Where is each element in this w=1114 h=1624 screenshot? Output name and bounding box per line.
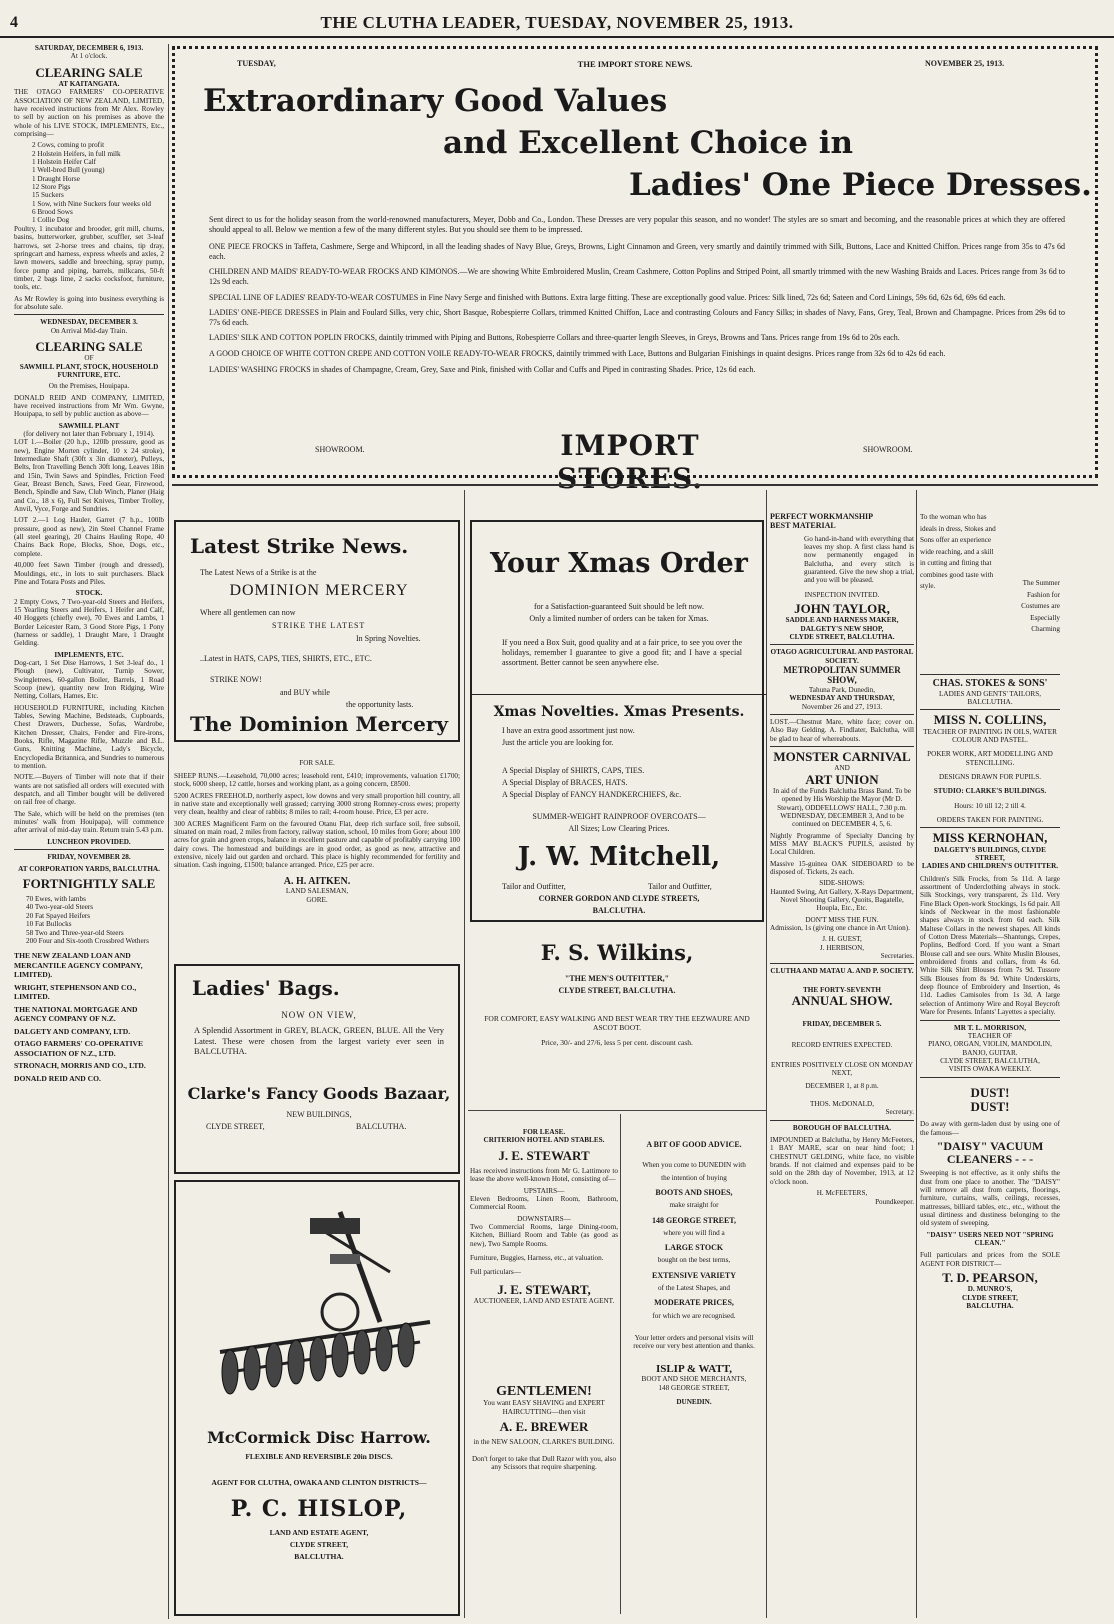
collins-line: POKER WORK, ART MODELLING AND STENCILLING. [927, 750, 1053, 767]
carnival-sideboard: Massive 15-guinea OAK SIDEBOARD to be disposed of. Tickets, 2s each. [770, 859, 914, 876]
import-headline-2: and Excellent Choice in [443, 125, 854, 161]
gents-line: in the NEW SALOON, CLARKE'S BUILDING. [473, 1438, 615, 1447]
sale1-place: AT KAITANGATA. [58, 79, 120, 88]
list-item: 1 Sow, with Nine Suckers four weeks old [32, 199, 151, 208]
disc-harrow-illustration [190, 1202, 446, 1412]
lease-full: Full particulars— [470, 1268, 521, 1277]
collins-line: ORDERS TAKEN FOR PAINTING. [936, 815, 1044, 824]
land-listing: 5200 ACRES FREEHOLD, northerly aspect, low downs and very small proportion hill country, all in native state and exceptionally well grassed; carrying 3000 strong Romney-cross ewes; property very clean, healthy and clear of rabbits; 8 miles to rail; 4-room house. Price, £3 per acre. [174, 791, 460, 817]
bags-addr: CLYDE STREET, [206, 1122, 265, 1131]
sale2-plant: SAWMILL PLANT [58, 421, 120, 430]
showroom-left: SHOWROOM. [315, 445, 365, 454]
disc-harrow-ad [174, 1180, 460, 1616]
harrow-sub: FLEXIBLE AND REVERSIBLE 20in DISCS. [245, 1452, 393, 1461]
list-item: 58 Two and Three-year-old Steers [26, 928, 124, 937]
morrison-line: VISITS OWAKA WEEKLY. [948, 1065, 1032, 1074]
firm: DONALD REID AND CO. [14, 1073, 101, 1083]
xmas-line: Only a limited number of orders can be taken for Xmas. [529, 614, 709, 623]
lease-body: Has received instructions from Mr G. Lattimore to lease the above well-known Hotel, consisting of— [470, 1166, 618, 1184]
sale2-time: On Arrival Mid-day Train. [50, 326, 128, 335]
pw-body: Go hand-in-hand with everything that leaves my shop. A first class hand is now permanently engaged in Balclutha, and every stitch is guaranteed. Give the new shop a trial, and you will be pleased. [804, 534, 914, 585]
collins-name: MISS N. COLLINS, [933, 712, 1047, 728]
pearson-addr: CLYDE STREET, [962, 1293, 1018, 1302]
sale2-implements: Dog-cart, 1 Set Dise Harrows, 1 Set 3-leaf do., 1 Plough (new), Cultivator, Turnip Sower, Swingletrees, 60-gallon Boiler, Barrels, 1 Road Scoop (new), quantity new Iron Ridging, Wire Netting, Collars, Hames, Etc. [14, 658, 164, 701]
good-advice-ad [624, 1114, 764, 1614]
import-item: SPECIAL LINE OF LADIES' READY-TO-WEAR COSTUMES in Fine Navy Serge and finished with Buttons. Extra large fitting. These are exceptionally good value. Prices: Silk lined, 72s 6d; Sateen and Cord Linings, 59s 6d, 62s 6d, 69s 6d each. [209, 292, 1006, 302]
advice-line: 148 GEORGE STREET, [651, 1215, 737, 1225]
advice-addr: 148 GEORGE STREET, [658, 1383, 730, 1392]
list-item: 2 Holstein Heifers, in full milk [32, 149, 121, 158]
bags-body: A Splendid Assortment in GREY, BLACK, GREEN, BLUE. All the Very Latest. These were chosen from the largest variety ever seen in BALCLUTHA. [194, 1026, 444, 1056]
import-item: LADIES' SILK AND COTTON POPLIN FROCKS, daintily trimmed with Piping and Buttons, Robespierre Collars and three-quarter length Sleeves, in Greys, Browns and Tans. Prices range from 19s 6d to 20s each. [209, 333, 900, 343]
morrison-line: TEACHER OF [967, 1031, 1013, 1040]
advice-line: BOOTS AND SHOES, [655, 1187, 733, 1197]
sale1-items [14, 141, 164, 224]
list-item: 12 Store Pigs [32, 183, 71, 192]
carnival-sideshows: SIDE-SHOWS: [819, 879, 865, 888]
strike-line: STRIKE THE LATEST [272, 621, 366, 630]
land-role: LAND SALESMAN, [285, 887, 349, 896]
gents-line: You want EASY SHAVING and EXPERT HAIRCUTTING—then visit [483, 1399, 605, 1416]
dust-heading: DUST! [970, 1098, 1010, 1114]
strike-line: Where all gentlemen can now [200, 608, 296, 617]
wilkins-name: F. S. Wilkins, [540, 940, 694, 965]
land-listing: 300 ACRES Magnificent Farm on the favoured Otanu Flat, deep rich surface soil, free subsoil, situated on main road, 2 miles from factory, railway station, school, 10 miles from Gore; about 100 acres for grain and green crops, balance in excellent pasture and capable of profitably carrying 100 dairy cows. The homestead and buildings are in good order, as good as new, attractive and extensive, nicely laid out garden and orchard. This place is highly recommended for fertility and situation. Cash ingoing, £1500; balance arranged. Price, £25 per acre. [174, 819, 460, 870]
import-stores-name: IMPORT STORES. [556, 429, 704, 495]
mitchell-role: Tailor and Outfitter, [502, 882, 566, 891]
strike-line: STRIKE NOW! [210, 675, 262, 684]
import-headline-3: Ladies' One Piece Dresses. [629, 167, 1092, 203]
mitchell-role: Tailor and Outfitter, [648, 882, 712, 891]
list-item: 1 Collie Dog [32, 216, 70, 225]
list-item: 200 Four and Six-tooth Crossbred Wethers [26, 936, 149, 945]
firm: DALGETY AND COMPANY, LTD. [14, 1026, 131, 1036]
mitchell-addr: CORNER GORDON AND CLYDE STREETS, [538, 894, 700, 903]
strike-heading: Latest Strike News. [190, 534, 409, 558]
list-item: 2 Cows, coming to profit [32, 141, 105, 150]
wilkins-ad [470, 930, 764, 1100]
harrow-agent: AGENT FOR CLUTHA, OWAKA AND CLINTON DISTRICTS— [211, 1478, 427, 1487]
lost-notice: LOST.—Chestnut Mare, white face; cover on. Also Bay Gelding. A. Findlater, Balclutha, will be glad to hear of whereabouts. [770, 717, 914, 743]
collins-line: DESIGNS DRAWN FOR PUPILS. [938, 772, 1042, 781]
borough-body: IMPOUNDED at Balclutha, by Henry McFeeters, 1 BAY MARE, scar on near hind foot; 1 CHESTNUT GELDING, white face, no visible brands. If not claimed and expenses paid to be sold on the 28th day of November, 1913, at 12 o'clock noon. [770, 1136, 914, 1186]
morrison-line: MR T. L. MORRISON, [953, 1023, 1026, 1032]
carnival-admission: Admission, 1s (giving one chance in Art Union). [770, 923, 910, 932]
sale2-title: CLEARING SALE [35, 338, 143, 354]
clutha-show: FRIDAY, DECEMBER 5. [802, 1020, 882, 1029]
xmas-line: All Sizes; Low Clearing Prices. [568, 824, 670, 833]
morrison-line: CLYDE STREET, BALCLUTHA, [940, 1056, 1040, 1065]
morrison-line: PIANO, ORGAN, VIOLIN, MANDOLIN, BANJO, GUITAR. [928, 1040, 1052, 1057]
sale1-poultry: Poultry, 1 incubator and brooder, grit mill, churns, basins, butterworker, grubber, scuffler, set 3-leaf harrows, set 2-horse trees and chains, tip dray, springcart and harness, express wheels and axles, 2 lawn mowers, saddle and breeching, spray pump, force pump and piping, barrels, milkcans, 50-ft timber, 2 bags lime, 2 sacks cocksfoot, furniture, tools, etc. [14, 224, 164, 292]
advice-line: When you come to DUNEDIN with [642, 1161, 746, 1170]
collins-line: STUDIO: CLARKE'S BUILDINGS. [933, 787, 1047, 796]
bags-heading: Ladies' Bags. [192, 976, 340, 1000]
advice-line: MODERATE PRICES, [654, 1298, 734, 1308]
harrow-agent-name: P. C. HISLOP, [230, 1496, 408, 1522]
harrow-addr: CLYDE STREET, [289, 1540, 349, 1549]
xmas-display: A Special Display of FANCY HANDKERCHIEFS, &c. [502, 790, 682, 799]
xmas-novelties: Xmas Novelties. Xmas Presents. [493, 704, 745, 720]
import-heading: THE IMPORT STORE NEWS. [577, 59, 693, 69]
clutha-show: THE FORTY-SEVENTH [803, 985, 881, 994]
list-item: 1 Well-bred Bull (young) [32, 166, 105, 175]
sale3-items [14, 895, 164, 945]
advice-line: LARGE STOCK [664, 1243, 724, 1253]
list-item: 40 Two-year-old Steers [26, 903, 94, 912]
strike-line: The Latest News of a Strike is at the [200, 568, 317, 577]
ladies-bags-ad [174, 964, 460, 1174]
gents-heading: GENTLEMEN! [496, 1384, 592, 1399]
mitchell-town: BALCLUTHA. [592, 906, 646, 915]
xmas-heading: Your Xmas Order [490, 548, 748, 579]
sale3-place: AT CORPORATION YARDS, BALCLUTHA. [18, 864, 160, 873]
sale2-luncheon: LUNCHEON PROVIDED. [47, 837, 131, 846]
advice-heading: A BIT OF GOOD ADVICE. [646, 1140, 742, 1149]
kernohan-line: DALGETY'S BUILDINGS, CLYDE STREET, [934, 845, 1046, 862]
import-item: A GOOD CHOICE OF WHITE COTTON CREPE AND COTTON VOILE READY-TO-WEAR FROCKS, daintily trimmed with Lace, Buttons and Bulgarian Finishings in quaint designs. Prices range from 32s 6d to 42s 6d each. [209, 348, 946, 358]
show-line: OTAGO AGRICULTURAL AND PASTORAL SOCIETY. [770, 648, 914, 665]
bags-shop-name: Clarke's Fancy Goods Bazaar, [187, 1084, 451, 1103]
clutha-show: THOS. McDONALD, [809, 1100, 875, 1109]
xmas-order-ad [470, 520, 764, 922]
pearson-addr: D. MUNRO'S, [967, 1285, 1013, 1294]
advice-role: BOOT AND SHOE MERCHANTS, [641, 1375, 747, 1384]
show-line: November 26 and 27, 1913. [801, 702, 883, 711]
taylor-line: DALGETY'S NEW SHOP, [800, 624, 884, 633]
carnival-miss: DON'T MISS THE FUN. [805, 915, 879, 924]
strike-line: the opportunity lasts. [346, 700, 414, 709]
advice-line: where you will find a [663, 1228, 725, 1237]
daisy-users: "DAISY" USERS NEED NOT "SPRING CLEAN." [926, 1230, 1054, 1247]
strike-footer: The Dominion Mercery [190, 712, 448, 736]
lease-agent-2: J. E. STEWART, [497, 1281, 591, 1297]
sale2-of: OF [84, 354, 94, 363]
advice-line: of the Latest Shapes, and [657, 1284, 731, 1293]
xmas-display: A Special Display of BRACES, HATS. [502, 778, 628, 787]
advice-town: DUNEDIN. [676, 1398, 712, 1407]
lease-up: UPSTAIRS— [523, 1186, 565, 1195]
import-item: ONE PIECE FROCKS in Taffeta, Cashmere, Serge and Whipcord, in all the leading shades of Navy Blue, Greys, Browns, Light Cinnamon and Green, very smartly and daintily trimmed with Silk, Buttons, Lace and Knitted Chiffon. Prices range from 35s to 47s 6d each. [209, 242, 1065, 261]
taylor-line: CLYDE STREET, BALCLUTHA. [789, 632, 895, 641]
taylor-name: JOHN TAYLOR, [794, 600, 890, 616]
gents-line: Don't forget to take that Dull Razor with you, also any Scissors that require sharpening. [471, 1454, 617, 1472]
advice-line: EXTENSIVE VARIETY [652, 1270, 736, 1280]
clutha-show: Secretary. [885, 1108, 914, 1117]
land-town: GORE. [306, 895, 328, 904]
xmas-body: If you need a Box Suit, good quality and at a fair price, to see you over the holidays, remember I guarantee to give a good fit; and I have a special assortment. Better cannot be seen anywhere else. [502, 638, 742, 667]
land-agent: A. H. AITKEN. [283, 875, 351, 887]
strike-line: and BUY while [280, 688, 330, 697]
import-intro: Sent direct to us for the holiday season from the world-renowned manufacturers, Meyer, Dobb and Co., London. These Dresses are very popular this season, and no wonder! The styles are so smart and becoming, and the reasonable prices at which they are offered should appeal to all. Below we mention a few of the many different styles. But you should see them to be impressed. [209, 215, 1065, 234]
sale2-sub: SAWMILL PLANT, STOCK, HOUSEHOLD FURNITURE, ETC. [19, 362, 159, 379]
firm: WRIGHT, STEPHENSON AND CO., LIMITED. [14, 982, 137, 1002]
clutha-show: CLUTHA AND MATAU A. AND P. SOCIETY. [770, 967, 914, 976]
list-item: 20 Fat Spayed Heifers [26, 911, 91, 920]
stokes-side: The Summer Fashion for Costumes are Especially Charming [1021, 579, 1060, 634]
sale2-note1: NOTE.—Buyers of Timber will note that if their wants are not satisfied all orders will executed with despatch, and all Timber bought will be delivered on rail free of charge. [14, 773, 164, 807]
collins-line: Hours: 10 till 12; 2 till 4. [954, 801, 1026, 810]
lease-furniture: Furniture, Buggies, Harness, etc., at valuation. [470, 1254, 604, 1263]
clutha-show-title: ANNUAL SHOW. [791, 993, 893, 1009]
taylor-line: SADDLE AND HARNESS MAKER, [785, 616, 899, 625]
bags-line: NOW ON VIEW, [281, 1010, 357, 1020]
strike-mercery-name: DOMINION MERCERY [229, 582, 409, 599]
lease-ad [470, 1114, 618, 1384]
sale3-title: FORTNIGHTLY SALE [22, 875, 156, 891]
xmas-line: for a Satisfaction-guaranteed Suit should be left now. [533, 602, 705, 611]
import-headline-1: Extraordinary Good Values [203, 83, 668, 119]
advice-line: make straight for [669, 1201, 719, 1210]
sale2-place: On the Premises, Houipapa. [48, 382, 130, 391]
pearson-name: T. D. PEARSON, [942, 1270, 1038, 1285]
stokes-name: CHAS. STOKES & SONS' [920, 674, 1060, 690]
firm: OTAGO FARMERS' CO-OPERATIVE ASSOCIATION OF N.Z., LTD. [14, 1039, 144, 1058]
strike-line: ..Latest in HATS, CAPS, TIES, SHIRTS, ETC., ETC. [200, 654, 372, 663]
land-forsale: FOR SALE. [299, 759, 335, 767]
carnival-and: AND [834, 764, 850, 773]
stokes-body: To the woman who has ideals in dress, Stokes and Sons offer an experience wide reaching, and a skill in cutting and fitting that combines good taste with style. [920, 513, 996, 591]
xmas-line: SUMMER-WEIGHT RAINPROOF OVERCOATS— [532, 812, 706, 821]
xmas-line: I have an extra good assortment just now. [502, 726, 635, 735]
kernohan-body: Children's Silk Frocks, from 5s 11d. A large assortment of Underclothing always in stock. Silk Stockings, very transparent, 2s 11d. Very Fine Black Open-work Stockings, 1s 6d pair. All kinds of Neckwear in the most fashionable shapes always in stock from 6d each. Silk Maltese Collars in the newest shapes. All kinds of Cotton Dress Materials—Shantungs, Crepes, Poplins, Bedford Cord. If you want a Smart Blouse call and see ours. White Muslin Blouses, embroidered fronts and collars, from 4s 6d. White Silk Shirt Blouses from 7s 9d. Tussore Silk Blouses from 8s 9d. White Underskirts, deep flounce of Embroidery and Insertion, 4s 11d. Ladies Camisoles from 1s 3d. A large selection of Antimony Wire and Royal Beycroft Ware for Presents. Infants' Layettes a specialty. [920, 874, 1060, 1017]
harrow-town: BALCLUTHA. [294, 1552, 344, 1561]
strike-news-ad [174, 520, 460, 742]
lease-agent: J. E. STEWART [498, 1147, 590, 1163]
harrow-role: LAND AND ESTATE AGENT, [269, 1528, 369, 1537]
sale2-stock-heading: STOCK. [75, 589, 103, 598]
clutha-show: ENTRIES POSITIVELY CLOSE ON MONDAY NEXT, [770, 1061, 914, 1078]
advice-shop: ISLIP & WATT, [655, 1362, 733, 1375]
harrow-name: McCormick Disc Harrow. [207, 1428, 431, 1447]
sale2-lot2: LOT 2.—1 Log Hauler, Garret (7 h.p., 100lb pressure, good as new), 2in Steel Channel Frame (all steel gearing), 20 Chains Hauling Rope, 40 Chains Back Rope, Blocks, Shoe, Dogs, etc., complete. [14, 516, 164, 558]
carnival-sec: Secretaries. [880, 952, 914, 961]
clutha-show: RECORD ENTRIES EXPECTED. [791, 1040, 893, 1049]
list-item: 1 Holstein Heifer Calf [32, 158, 97, 167]
wilkins-line: "THE MEN'S OUTFITTER," [564, 974, 670, 983]
masthead-title: THE CLUTHA LEADER, TUESDAY, NOVEMBER 25, 1913. [320, 13, 794, 32]
sale2-plant-note: (for delivery not later than February 1, 1914). [23, 430, 155, 438]
mitchell-name: J. W. Mitchell, [517, 842, 721, 872]
carnival-body: In aid of the Funds Balclutha Brass Band. To be opened by His Worship the Mayor (Mr D. Stewart), ODDFELLOWS' HALL, 7.30 p.m. WEDNESDAY, DECEMBER 3, And to be continued on DECEMBER 4, 5, 6. [773, 786, 911, 829]
show-line: Tahuna Park, Dunedin, [808, 685, 876, 694]
notices-column [770, 512, 914, 1616]
carnival-night: Nightly Programme of Specialty Dancing by MISS MAY BLACK'S PUPILS, assisted by Local Children. [770, 831, 914, 857]
sale1-time: At 1 o'clock. [70, 52, 108, 61]
list-item: 10 Fat Bullocks [26, 920, 72, 929]
sale1-note: As Mr Rowley is going into business everything is for absolute sale. [14, 294, 164, 311]
sale2-timber: 40,000 feet Sawn Timber (rough and dressed), Mouldings, etc., in lots to suit purchasers. Black Pine and Totara Posts and Piles. [14, 561, 164, 586]
wilkins-line: FOR COMFORT, EASY WALKING AND BEST WEAR TRY THE EEZWAURE AND ASCOT BOOT. [484, 1014, 750, 1032]
kernohan-name: MISS KERNOHAN, [932, 830, 1048, 846]
lease-hotel: CRITERION HOTEL AND STABLES. [483, 1136, 605, 1145]
land-for-sale-ad [174, 748, 460, 948]
lease-down-list: Two Commercial Rooms, large Dining-room, Kitchen, Billiard Room and Table (as good as new), Two Sample Rooms. [470, 1223, 618, 1248]
show-line: WEDNESDAY AND THURSDAY, [789, 694, 895, 703]
pw-line: BEST MATERIAL [770, 521, 836, 531]
borough-title: BOROUGH OF BALCLUTHA. [792, 1123, 892, 1132]
lease-up-list: Eleven Bedrooms, Linen Room, Bathroom, Commercial Room. [470, 1195, 618, 1212]
sale1-date: SATURDAY, DECEMBER 6, 1913. [34, 44, 144, 52]
kernohan-line: LADIES AND CHILDREN'S OUTFITTER. [921, 862, 1059, 871]
pw-line: PERFECT WORKMANSHIP [770, 512, 874, 521]
bags-addr: BALCLUTHA. [356, 1122, 407, 1131]
carnival-sideshows-list: Haunted Swing, Art Gallery, X-Rays Department, Novel Shooting Gallery, Quoits, Bagatelle, Houpla, Etc., Etc. [770, 887, 914, 913]
strike-line: In Spring Novelties. [356, 634, 421, 643]
advice-line: bought on the best terms, [657, 1256, 731, 1265]
lease-role: AUCTIONEER, LAND AND ESTATE AGENT. [473, 1297, 615, 1306]
carnival-title: MONSTER CARNIVAL [773, 748, 911, 764]
gentlemen-ad [470, 1384, 618, 1614]
pearson-addr: BALCLUTHA. [966, 1301, 1014, 1310]
firm: THE NEW ZEALAND LOAN AND MERCANTILE AGENCY COMPANY, LIMITED). [14, 951, 143, 980]
sale2-note2: The Sale, which will be held on the premises (ten minutes' walk from Houipapa), will commence after arrival of mid-day train. Return train 5.43 p.m. [14, 809, 164, 835]
advice-line: Your letter orders and personal visits will receive our very best attention and thanks. [633, 1334, 755, 1351]
bags-addr: NEW BUILDINGS, [286, 1110, 352, 1119]
carnival-sec: J. H. GUEST, [822, 935, 862, 944]
list-item: 6 Brood Sows [32, 208, 73, 217]
sale2-body: DONALD REID AND COMPANY, LIMITED, have received instructions from Mr Wm. Gwyne, Houipapa, to sell by public auction as above— [14, 393, 164, 419]
borough-sig: H. McFEETERS, [816, 1189, 868, 1198]
sale2-lot1: LOT 1.—Boiler (20 h.p., 120lb pressure, good as new), Engine Morten cylinder, 10 x 24 stroke), Intermediate Shaft (30ft x 3in diameter), Pulleys, Belts, Iron Travelling Bench 30ft long, Leaves 18in and 15in, Twin Saws and Spindles, Friction Feed Gear, Breast Bench, Saws, Feed Gear, Firewood, Bench, Spindle and Saw, Club Winch, Planer (Haig and Co., 18 x 6), Full Set Knives, Timber Trolley, Anvil, Vyce, Forge and Sundries. [14, 438, 164, 514]
sale2-stock: 2 Empty Cows, 7 Two-year-old Steers and Heifers, 15 Yearling Steers and Heifers, 1 Heifer and Calf, 40 Hoggets (chiefly ewe), 70 Ewes and Lambs, 1 Border Leicester Ram, 3 Good Store Pigs, 1 Pony (harness or saddle), 1 Draught Mare, 1 Draught Gelding. [14, 597, 164, 648]
sale1-body: THE OTAGO FARMERS' CO-OPERATIVE ASSOCIATION OF NEW ZEALAND, LIMITED, have received instructions from Mr Alex. Rowley to sell by auction on his premises as above the whole of his LIVE STOCK, IMPLEMENTS, Etc., comprising— [14, 88, 164, 139]
sale3-date: FRIDAY, NOVEMBER 28. [47, 853, 131, 862]
advice-line: for which we are recognised. [652, 1311, 736, 1320]
collins-line: TEACHER OF PAINTING IN OILS, WATER COLOUR AND PASTEL. [923, 727, 1057, 744]
carnival-artunion: ART UNION [805, 771, 879, 787]
carnival-sec: J. HERBISON, [819, 943, 865, 952]
daisy-name: "DAISY" VACUUM CLEANERS - - - [936, 1138, 1044, 1167]
wilkins-line: Price, 30/- and 27/6, less 5 per cent. discount cash. [541, 1038, 693, 1047]
page-number: 4 [10, 14, 18, 31]
import-item: LADIES' WASHING FROCKS in shades of Champagne, Cream, Grey, Saxe and Pink, finished with Collar and Cuffs and Piped in contrasting Shades. Price, 12s 6d each. [209, 364, 756, 374]
masthead [0, 8, 1114, 38]
firm: THE NATIONAL MORTGAGE AND AGENCY COMPANY OF N.Z. [14, 1004, 138, 1024]
xmas-line: Just the article you are looking for. [502, 738, 614, 747]
dust-full: Full particulars and prices from the SOLE AGENT FOR DISTRICT— [920, 1251, 1060, 1268]
lease-heading: FOR LEASE. [522, 1128, 566, 1136]
stokes-role: LADIES AND GENTS' TAILORS, BALCLUTHA. [938, 689, 1041, 706]
import-item: CHILDREN AND MAIDS' READY-TO-WEAR FROCKS AND KIMONOS.—We are showing White Embroidered Muslin, Cream Cashmere, Cotton Poplins and Striped Point, all smartly trimmed with the new Washing Braids and Laces. Prices range from 3s 6d to 12s 9d each. [209, 267, 1065, 286]
right-column [920, 512, 1060, 1616]
wilkins-line: CLYDE STREET, BALCLUTHA. [558, 986, 676, 995]
dust-heading: DUST! [970, 1084, 1010, 1100]
import-item: LADIES' ONE-PIECE DRESSES in Plain and Foulard Silks, very chic, Short Basque, Robespierre Collars, trimmed Knitted Chiffon, Lace and contrasting Colours and Fancy Silks; in shades of Navy, Fans, Grey, Teal, Brown and Champagne. Prices from 29s 6d to 77s 6d each. [209, 308, 1065, 327]
import-date-right: NOVEMBER 25, 1913. [925, 59, 1005, 68]
land-listing: SHEEP RUNS.—Leasehold, 70,000 acres; leasehold rent, £410; improvements, valuation £1700; stock, 6000 sheep, 12 cattle, horses and working plant, as a going concern, £8500. [174, 772, 460, 789]
firm: STRONACH, MORRIS AND CO., LTD. [14, 1061, 146, 1071]
taylor-invited: INSPECTION INVITED. [804, 590, 880, 599]
sale2-date: WEDNESDAY, DECEMBER 3. [40, 318, 138, 327]
gents-name: A. E. BREWER [499, 1419, 589, 1435]
dust-body: Do away with germ-laden dust by using one of the famous— [920, 1120, 1060, 1137]
list-item: 70 Ewes, with lambs [26, 895, 86, 904]
sale2-implements-heading: IMPLEMENTS, ETC. [54, 650, 124, 659]
borough-sig: Poundkeeper. [875, 1197, 914, 1206]
showroom-right: SHOWROOM. [863, 445, 913, 454]
list-item: 15 Suckers [32, 191, 64, 200]
show-line: METROPOLITAN SUMMER SHOW, [783, 664, 901, 686]
import-date-left: TUESDAY, [237, 59, 276, 68]
list-item: 1 Draught Horse [32, 174, 80, 183]
advice-line: the intention of buying [661, 1173, 727, 1182]
sale1-title: CLEARING SALE [35, 64, 143, 80]
sale2-furniture: HOUSEHOLD FURNITURE, including Kitchen Tables, Sewing Machine, Bedsteads, Cupboards, Chest Drawers, Duchesse, Sofas, Wardrobe, Kitchen Dresser, Chairs, Fender and Fire-irons, Books, Rifle, Magazine Rifle, Muzzle and B.L. Guns, Knitting Machine, Lady's Bicycle, Encyclopedia Britannica, and Sundries to numerous to mention. [14, 703, 164, 771]
xmas-display: A Special Display of SHIRTS, CAPS, TIES. [502, 766, 645, 775]
clutha-show: DECEMBER 1, at 8 p.m. [805, 1081, 879, 1090]
import-stores-ad [172, 46, 1098, 495]
lease-down: DOWNSTAIRS— [517, 1214, 571, 1223]
dust-body: Sweeping is not effective, as it only shifts the dust from one place to another. The "DAISY" will remove all dust from carpets, floorings, furniture, curtains, walls, ceilings, recesses, mattresses, billiard tables, etc., etc., without the usual dirtiness and dustiness belonging to the old system of sweeping. [920, 1169, 1060, 1228]
auction-column [14, 44, 164, 1619]
